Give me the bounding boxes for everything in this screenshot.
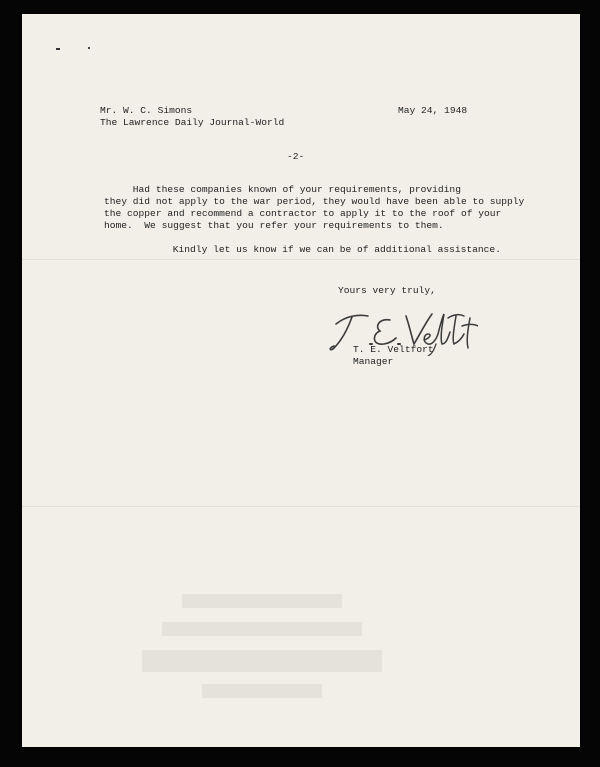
body-line-2: they did not apply to the war period, they would have been able to supply <box>104 196 525 207</box>
closing-request: Kindly let us know if we can be of additional assistance. <box>144 244 501 255</box>
paper-mark <box>56 48 60 50</box>
letter-date: May 24, 1948 <box>398 105 468 116</box>
body-line-1: Had these companies known of your requirements, providing <box>104 184 461 195</box>
fold-line-lower <box>22 506 580 507</box>
reverse-side-bleed <box>122 574 422 714</box>
body-line-4: home. We suggest that you refer your requirements to them. <box>104 220 444 231</box>
recipient-organization: The Lawrence Daily Journal-World <box>100 117 285 128</box>
signer-name: T. E. Veltfort <box>353 344 434 355</box>
paper-mark-small <box>88 47 90 49</box>
recipient-name: Mr. W. C. Simons <box>100 105 193 116</box>
body-line-3: the copper and recommend a contractor to apply it to the roof of your <box>104 208 502 219</box>
page-number: -2- <box>287 151 305 162</box>
fold-line-upper <box>22 259 580 260</box>
signer-title: Manager <box>353 356 394 367</box>
reverse-side-bleed-shapes <box>122 574 422 714</box>
closing-salutation: Yours very truly, <box>338 285 436 296</box>
letter-page <box>22 14 580 747</box>
